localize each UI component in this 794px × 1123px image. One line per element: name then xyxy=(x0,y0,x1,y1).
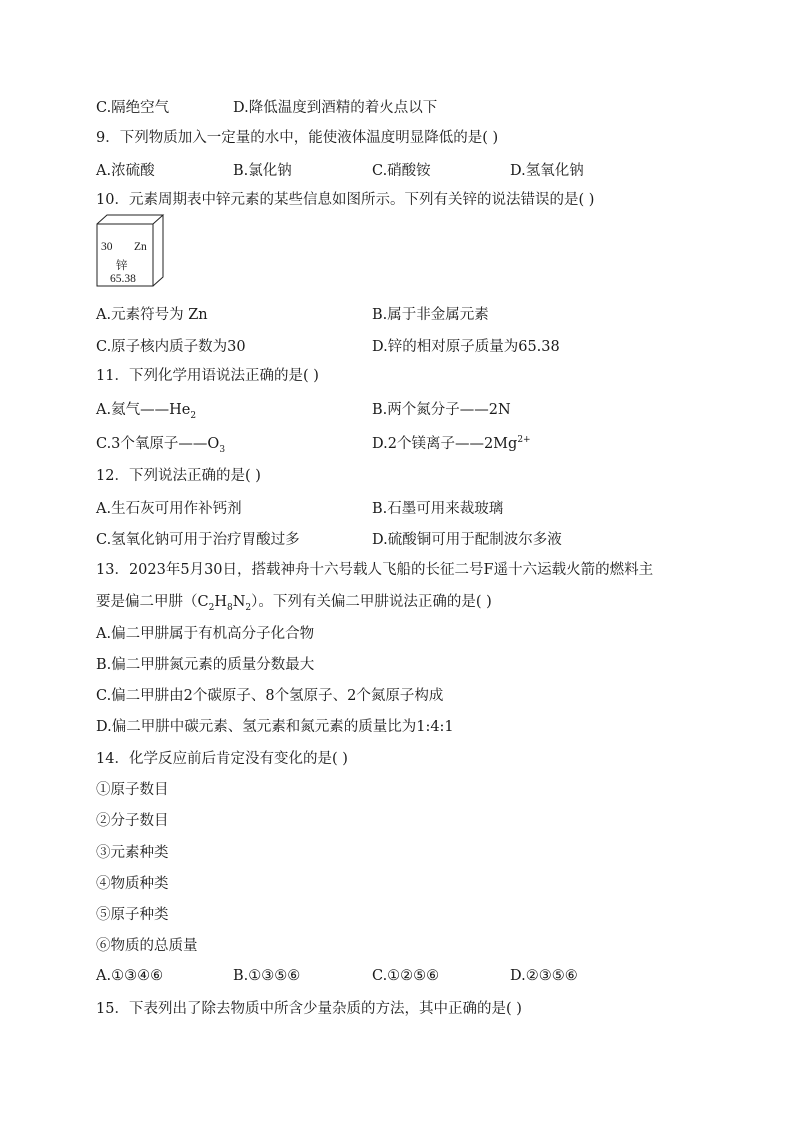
q10-option-a: A.元素符号为 Zn xyxy=(96,307,208,323)
q9-option-d: D.氢氧化钠 xyxy=(510,163,584,179)
q13-option-c: C.偏二甲肼由2个碳原子、8个氢原子、2个氮原子构成 xyxy=(96,688,444,704)
q10-option-d: D.锌的相对原子质量为65.38 xyxy=(372,339,560,355)
q13-option-d: D.偏二甲肼中碳元素、氢元素和氮元素的质量比为1:4:1 xyxy=(96,719,454,735)
q11-d-superscript: 2+ xyxy=(517,435,531,446)
q11-option-d xyxy=(372,432,531,453)
q12-option-c: C.氢氧化钠可用于治疗胃酸过多 xyxy=(96,532,300,548)
q14-option-d: D.②③⑤⑥ xyxy=(510,968,578,984)
q14-option-b: B.①③⑤⑥ xyxy=(233,968,301,984)
element-symbol: Zn xyxy=(134,241,147,253)
q8-option-c: C.隔绝空气 xyxy=(96,100,170,116)
q13-stem-line2 xyxy=(96,592,492,618)
q11-c-subscript: 3 xyxy=(219,444,226,455)
q11-option-a xyxy=(96,398,196,421)
q13-option-b: B.偏二甲肼氮元素的质量分数最大 xyxy=(96,657,315,673)
q11-b-formula: 2N xyxy=(488,402,511,418)
q13-formula xyxy=(197,594,252,613)
q9-option-b: B.氯化钠 xyxy=(233,163,292,179)
q13-stem-line1: 13．2023年5月30日，搭载神舟十六号载人飞船的长征二号F遥十六运载火箭的燃料主 xyxy=(96,562,654,578)
q14-stem: 14．化学反应前后肯定没有变化的是( ) xyxy=(96,751,348,767)
q11-a-text: A.氦气—— xyxy=(96,402,170,418)
formula-n-sub: 2 xyxy=(245,602,252,613)
q14-option-c: C.①②⑤⑥ xyxy=(372,968,440,984)
q10-option-b: B.属于非金属元素 xyxy=(372,307,489,323)
q14-option-a: A.①③④⑥ xyxy=(96,968,164,984)
formula-h-sub: 8 xyxy=(227,602,233,613)
q14-item: ⑤原子种类 xyxy=(96,907,169,923)
q14-item: ⑥物质的总质量 xyxy=(96,938,198,954)
formula-h: H xyxy=(214,594,227,610)
q10-stem: 10．元素周期表中锌元素的某些信息如图所示。下列有关锌的说法错误的是( ) xyxy=(96,192,595,208)
element-tile-figure xyxy=(96,214,166,288)
q12-option-d: D.硫酸铜可用于配制波尔多液 xyxy=(372,532,562,548)
formula-c: C xyxy=(197,594,209,610)
element-atomic-mass: 65.38 xyxy=(110,273,136,285)
q11-d-text: D.2个镁离子—— xyxy=(372,436,484,452)
q12-stem: 12．下列说法正确的是( ) xyxy=(96,468,261,484)
q9-option-c: C.硝酸铵 xyxy=(372,163,431,179)
q15-stem: 15．下表列出了除去物质中所含少量杂质的方法，其中正确的是( ) xyxy=(96,1001,522,1017)
q11-a-formula: He xyxy=(169,402,191,418)
q11-a-subscript: 2 xyxy=(190,410,197,421)
q11-c-text: C.3个氧原子—— xyxy=(96,436,208,452)
q11-stem: 11．下列化学用语说法正确的是( ) xyxy=(96,368,319,384)
q9-option-a: A.浓硫酸 xyxy=(96,163,155,179)
q11-c-formula: O xyxy=(207,436,220,452)
q13-stem-pre: 要是偏二甲肼（ xyxy=(96,594,198,610)
q14-item: ④物质种类 xyxy=(96,876,169,892)
q14-item: ②分子数目 xyxy=(96,813,169,829)
q14-item: ①原子数目 xyxy=(96,782,169,798)
element-atomic-number: 30 xyxy=(101,241,113,253)
q11-d-formula: 2Mg xyxy=(483,436,518,452)
q10-option-c: C.原子核内质子数为30 xyxy=(96,339,246,355)
formula-c-sub: 2 xyxy=(208,602,215,613)
q13-stem-post: ）。下列有关偏二甲肼说法正确的是( ) xyxy=(251,594,492,610)
formula-n: N xyxy=(232,594,246,610)
q13-option-a: A.偏二甲肼属于有机高分子化合物 xyxy=(96,626,315,642)
q11-b-text: B.两个氮分子—— xyxy=(372,402,489,418)
q12-option-a: A.生石灰可用作补钙剂 xyxy=(96,501,242,517)
q12-option-b: B.石墨可用来裁玻璃 xyxy=(372,501,504,517)
q9-stem: 9．下列物质加入一定量的水中，能使液体温度明显降低的是( ) xyxy=(96,130,499,146)
q14-item: ③元素种类 xyxy=(96,845,169,861)
element-name: 锌 xyxy=(116,260,128,272)
q11-option-b xyxy=(372,398,511,419)
q8-option-d: D.降低温度到酒精的着火点以下 xyxy=(233,100,438,116)
q11-option-c xyxy=(96,432,225,455)
